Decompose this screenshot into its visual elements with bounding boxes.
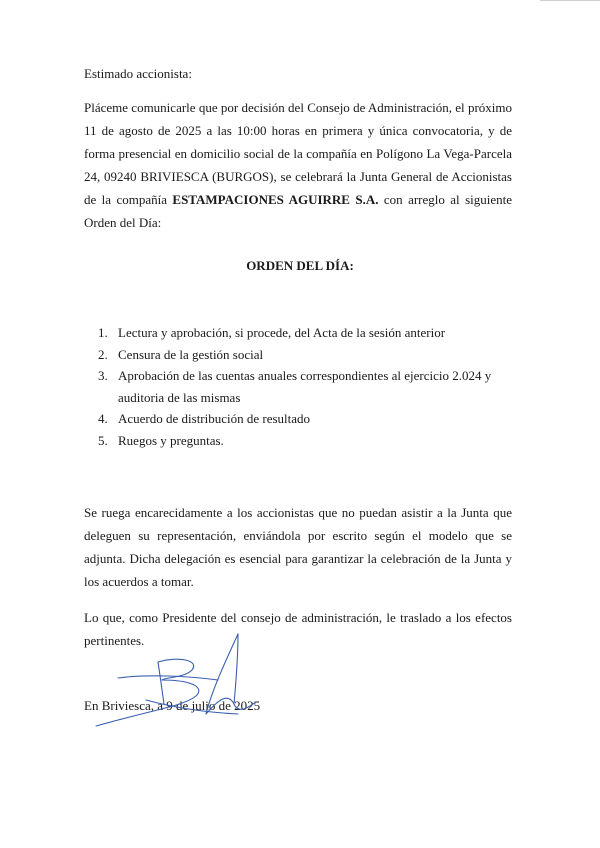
intro-text-after: con arreglo al siguiente Orden del Día: (84, 192, 513, 230)
closing-paragraph: Lo que, como Presidente del consejo de administración, le traslado a los efectos pertinentes. (84, 610, 512, 648)
intro-text-before: Pláceme comunicarle que por decisión del Consejo de Administración, el próximo 11 de agosto de 2025 a las 10:00 horas en primera y única convocatoria, y de forma presencial en domicilio social de la compañía en Polígono La Vega-Parcela 24, 09240 BRIVIESCA (BURGOS), se celebrará la Junta General de Accionistas de la compañía (84, 100, 512, 207)
agenda-item (98, 322, 518, 344)
agenda-item-text: Censura de la gestión social (118, 346, 264, 362)
agenda-item (98, 430, 518, 452)
agenda-item-number: 3. (98, 368, 108, 383)
agenda-item-number: 2. (98, 346, 108, 362)
intro-paragraph (84, 96, 512, 234)
agenda-title: ORDEN DEL DÍA: (246, 258, 354, 273)
agenda-item-text: Aprobación de las cuentas anuales correspondientes al ejercicio 2.024 y auditoria de las mismas (118, 368, 492, 405)
agenda-list (98, 322, 518, 451)
signature-strokes (96, 634, 256, 726)
company-name: ESTAMPACIONES AGUIRRE S.A. (172, 192, 379, 207)
agenda-item (98, 344, 518, 366)
proxy-request-paragraph: Se ruega encarecidamente a los accionistas que no puedan asistir a la Junta que deleguen su representación, enviándola por escrito según el modelo que se adjunta. Dicha delegación es esencial para garantizar la celebración de la Junta y los acuerdos a tomar. (84, 505, 512, 589)
agenda-item-number: 1. (98, 325, 108, 340)
agenda-item-number: 4. (98, 411, 108, 426)
agenda-item-text: Lectura y aprobación, si procede, del Acta de la sesión anterior (118, 325, 446, 340)
place-date: En Briviesca, a 9 de julio de 2025 (84, 698, 261, 713)
agenda-item-text: Acuerdo de distribución de resultado (118, 411, 311, 426)
agenda-item-number: 5. (98, 432, 108, 448)
signature-image (88, 630, 268, 740)
scan-edge-line (540, 0, 600, 1)
agenda-item-text: Ruegos y preguntas. (118, 432, 224, 448)
agenda-item (98, 365, 518, 408)
greeting: Estimado accionista: (84, 66, 192, 81)
agenda-item (98, 408, 518, 430)
